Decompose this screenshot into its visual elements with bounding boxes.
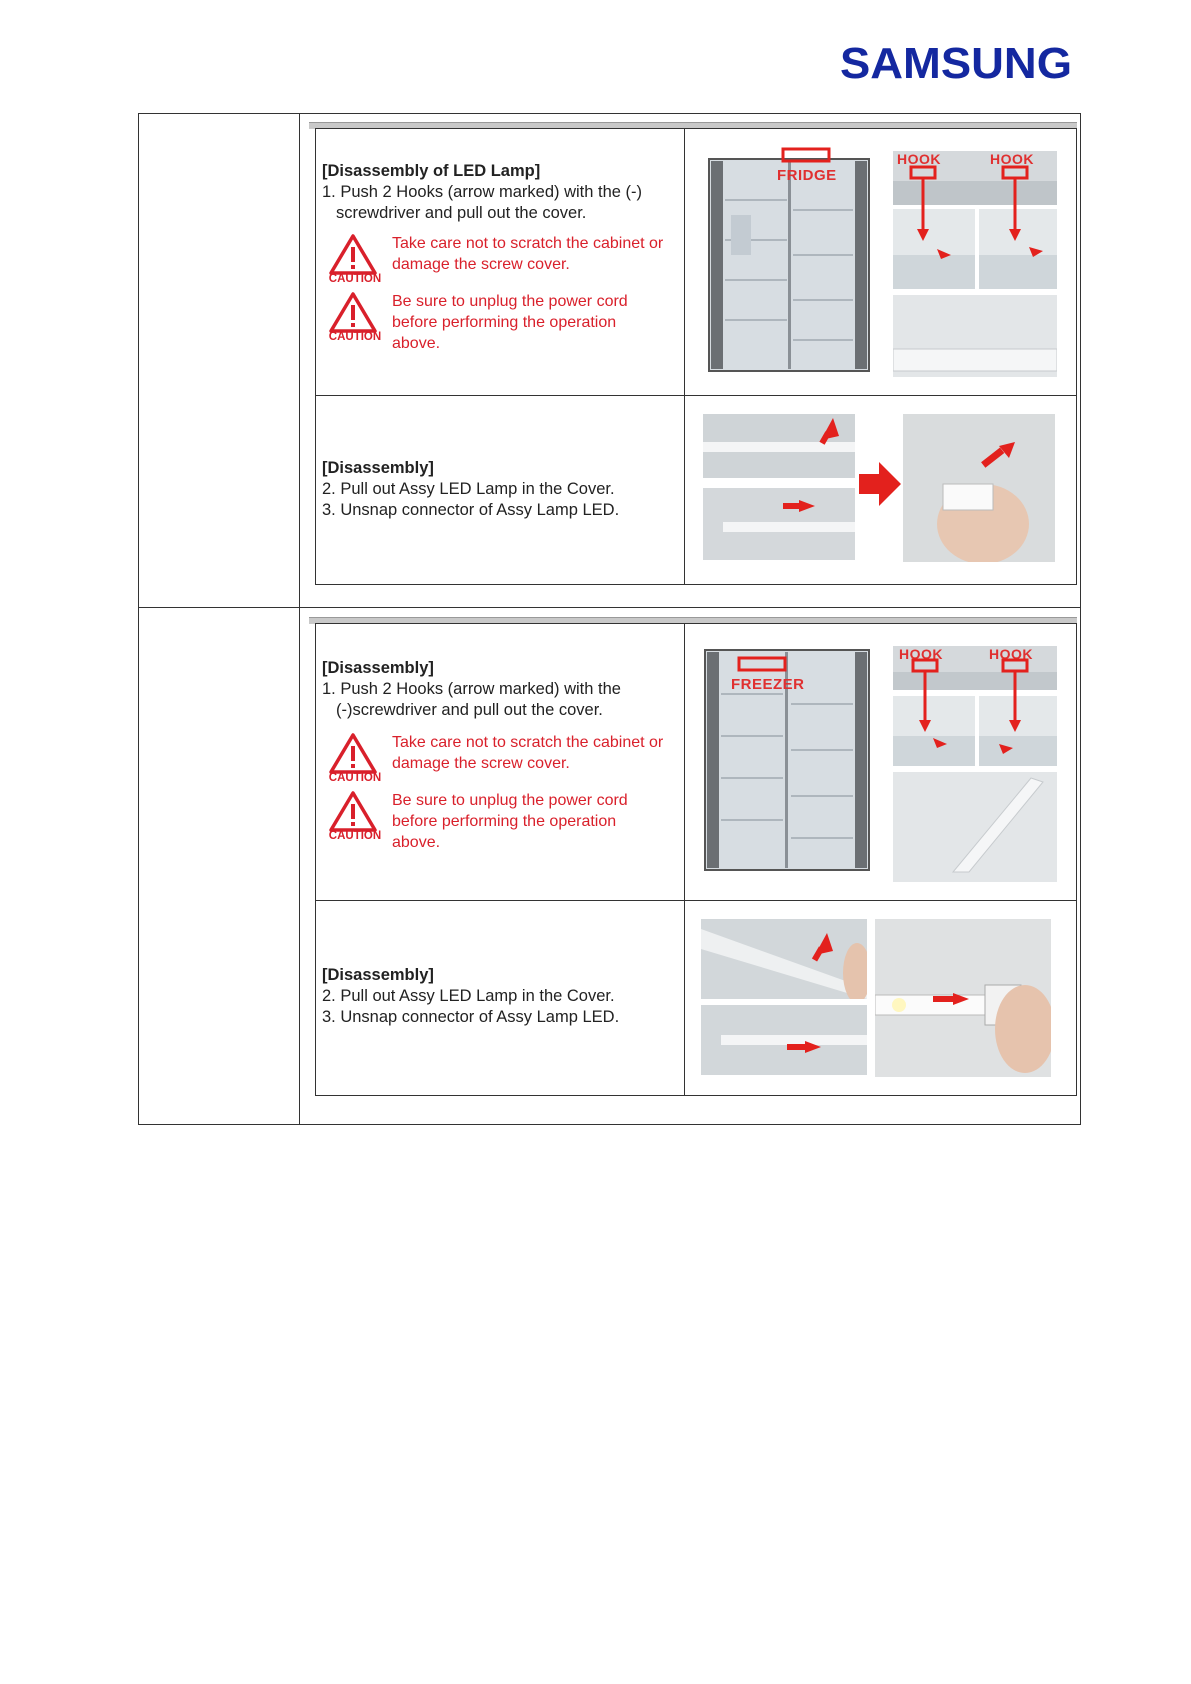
step-line: 2. Pull out Assy LED Lamp in the Cover. [322, 987, 615, 1005]
caution-line: Take care not to scratch the cabinet or [392, 734, 664, 751]
fridge-step2-text-cell [315, 395, 685, 585]
hook-label: HOOK [899, 646, 943, 662]
caution-line: Be sure to unplug the power cord [392, 293, 628, 310]
caution-notice [328, 233, 668, 297]
fridge-step1-text-cell [315, 128, 685, 396]
caution-warning-icon [328, 790, 378, 834]
freezer-section [139, 607, 1080, 1124]
hook-label: HOOK [989, 646, 1033, 662]
hook-arrows-icon [893, 646, 1057, 766]
caution-label: CAUTION [328, 772, 382, 784]
step-title: [Disassembly] [322, 459, 434, 477]
step-line: 3. Unsnap connector of Assy Lamp LED. [322, 1008, 620, 1026]
fridge-photo [705, 155, 873, 375]
freezer-steps-table [315, 617, 1071, 1117]
caution-line: Take care not to scratch the cabinet or [392, 235, 664, 252]
highlight-box-icon [737, 656, 787, 672]
caution-line: above. [392, 335, 441, 352]
step-line: 3. Unsnap connector of Assy Lamp LED. [322, 501, 620, 519]
step-title: [Disassembly of LED Lamp] [322, 162, 541, 180]
freezer-step1-text-cell [315, 623, 685, 901]
caution-notice [328, 732, 668, 796]
fridge-step1-image-cell [684, 128, 1077, 396]
caution-label: CAUTION [328, 830, 382, 842]
section-label-cell [139, 607, 300, 1124]
step-line: 2. Pull out Assy LED Lamp in the Cover. [322, 480, 615, 498]
step-line: 1. Push 2 Hooks (arrow marked) with the (-) [322, 183, 643, 201]
caution-warning-icon [328, 291, 378, 335]
fridge-section [139, 114, 1080, 608]
caution-line: before performing the operation [392, 314, 617, 331]
caution-line: damage the screw cover. [392, 256, 570, 273]
logo-text: SAMSUNG [840, 40, 1072, 84]
procedure-table [138, 113, 1081, 1125]
step-line: screwdriver and pull out the cover. [336, 204, 587, 222]
cover-removed-photo [893, 772, 1057, 882]
caution-warning-icon [328, 732, 378, 776]
caution-line: before performing the operation [392, 813, 617, 830]
highlight-box-icon [781, 147, 831, 163]
hook-arrows-icon [893, 151, 1057, 289]
section-label-cell [139, 114, 300, 607]
hook-label: HOOK [990, 151, 1034, 167]
freezer-step2-text-cell [315, 900, 685, 1096]
caution-line: damage the screw cover. [392, 755, 570, 772]
fridge-steps-table [315, 122, 1071, 600]
caution-line: Be sure to unplug the power cord [392, 792, 628, 809]
caution-warning-icon [328, 233, 378, 277]
freezer-step2-image-cell [684, 900, 1077, 1096]
hook-label: HOOK [897, 151, 941, 167]
fridge-step2-image-cell [684, 395, 1077, 585]
caution-notice [328, 291, 668, 355]
caution-label: CAUTION [328, 273, 382, 285]
freezer-step1-image-cell [684, 623, 1077, 901]
direction-arrows-icon [703, 414, 1055, 562]
caution-notice [328, 790, 668, 854]
step-title: [Disassembly] [322, 966, 434, 984]
caution-label: CAUTION [328, 331, 382, 343]
cover-removed-photo [893, 295, 1057, 377]
compartment-label: FREEZER [731, 676, 805, 693]
step-title: [Disassembly] [322, 659, 434, 677]
step-line: 1. Push 2 Hooks (arrow marked) with the [322, 680, 621, 698]
direction-arrows-icon [701, 919, 1051, 1077]
samsung-logo [840, 40, 1075, 84]
caution-line: above. [392, 834, 441, 851]
compartment-label: FRIDGE [777, 167, 837, 184]
step-line: (-)screwdriver and pull out the cover. [336, 701, 603, 719]
